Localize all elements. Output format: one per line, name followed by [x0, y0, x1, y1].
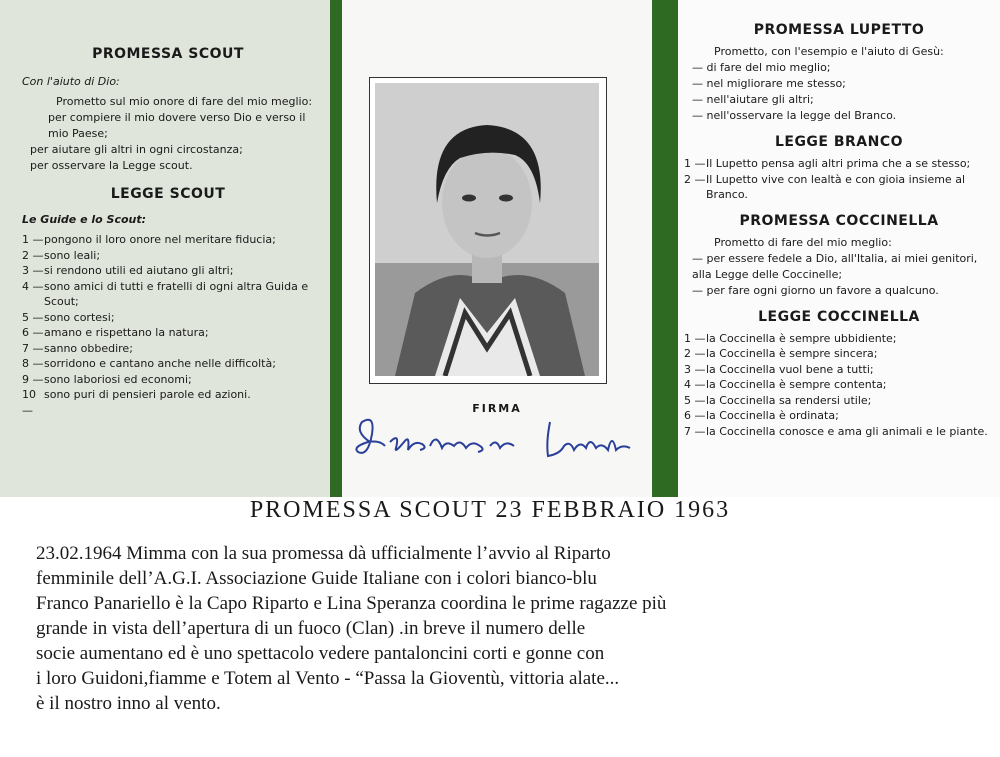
item-text: amano e rispettano la natura; [44, 326, 209, 339]
item-text: la Coccinella è ordinata; [706, 409, 839, 422]
ladybird-promise-intro: Prometto di fare del mio meglio: [714, 235, 892, 249]
item-text: la Coccinella è sempre sincera; [706, 347, 878, 360]
scout-law-item [22, 387, 314, 418]
handwritten-signature [350, 412, 640, 472]
item-text: sono laboriosi ed economi; [44, 372, 192, 386]
item-number: 1 — [684, 157, 706, 170]
item-text: si rendono utili ed aiutano gli altri; [44, 264, 234, 277]
story-line: i loro Guidoni,fiamme e Totem al Vento - “Passa la Gioventù, vittoria alate... [36, 668, 620, 689]
promise-line: per osservare la Legge scout. [30, 159, 193, 172]
item-text: Il Lupetto vive con lealtà e con gioia insieme al Branco. [706, 172, 965, 201]
ladybird-law-item [684, 362, 994, 378]
item-number: 7 — [22, 341, 44, 355]
item-text: Il Lupetto pensa agli altri prima che a se stesso; [706, 157, 971, 170]
ladybird-law-item [684, 408, 994, 424]
ladybird-promise-item: — per fare ogni giorno un favore a qualcuno. [692, 283, 939, 297]
item-text: sanno obbedire; [44, 341, 133, 355]
item-text: pongono il loro onore nel meritare fiducia; [44, 233, 276, 246]
item-text: la Coccinella è sempre ubbidiente; [706, 331, 897, 345]
item-text: sono cortesi; [44, 310, 115, 324]
ladybird-law-item [684, 377, 994, 393]
item-text: sono puri di pensieri parole ed azioni. [44, 388, 251, 401]
portrait-illustration [375, 83, 599, 376]
green-border [652, 0, 678, 497]
cub-promise-item: — nell'aiutare gli altri; [692, 93, 814, 106]
story-line: Franco Panariello è la Capo Riparto e Lina Speranza coordina le prime ragazze più [36, 593, 667, 614]
item-number: 8 — [22, 357, 44, 370]
scout-promise-card [0, 0, 330, 497]
promise-line: per compiere il mio dovere verso Dio e verso il mio Paese; [48, 111, 306, 140]
main-heading: PROMESSA SCOUT 23 FEBBRAIO 1963 [249, 497, 731, 523]
scout-law-item [22, 341, 314, 357]
pack-law-title: LEGGE BRANCO [774, 134, 904, 150]
item-number: 6 — [684, 409, 706, 422]
scout-law-item [22, 263, 314, 279]
item-number: 5 — [684, 393, 706, 407]
scout-law-item [22, 232, 314, 248]
scout-law-item [22, 310, 314, 326]
green-border [330, 0, 342, 497]
scout-law-intro: Le Guide e lo Scout: [22, 213, 147, 226]
scout-law-item [22, 356, 314, 372]
ladybird-law-item [684, 346, 994, 362]
promise-line: per aiutare gli altri in ogni circostanza; [30, 143, 243, 156]
cub-promise-item: — nel migliorare me stesso; [692, 77, 846, 90]
story-line: socie aumentano ed è uno spettacolo vedere pantaloncini corti e gonne con [36, 643, 605, 664]
ladybird-promise-item: — per essere fedele a Dio, all'Italia, ai miei genitori, alla Legge delle Coccinelle; [692, 251, 978, 281]
scout-law-item [22, 325, 314, 341]
item-number: 10 — [22, 388, 36, 417]
item-number: 3 — [684, 362, 706, 376]
item-text: la Coccinella è sempre contenta; [706, 378, 887, 391]
item-number: 2 — [22, 248, 44, 262]
cub-promise-intro: Prometto, con l'esempio e l'aiuto di Gesù: [714, 45, 944, 58]
item-text: sorridono e cantano anche nelle difficoltà; [44, 357, 276, 370]
scout-law-title: LEGGE SCOUT [110, 186, 226, 202]
item-number: 2 — [684, 172, 706, 186]
item-number: 3 — [22, 264, 44, 277]
story-line: femminile dell’A.G.I. Associazione Guide Italiane con i colori bianco-blu [36, 568, 597, 589]
item-text: la Coccinella sa rendersi utile; [706, 393, 872, 407]
item-text: la Coccinella vuol bene a tutti; [706, 362, 874, 376]
ladybird-law-title: LEGGE COCCINELLA [758, 308, 920, 325]
item-text: sono leali; [44, 248, 101, 262]
pack-law-item [684, 156, 994, 172]
ladybird-law-item [684, 393, 994, 409]
story-line: 23.02.1964 Mimma con la sua promessa dà ufficialmente l’avvio al Riparto [36, 543, 611, 564]
item-number: 2 — [684, 347, 706, 360]
item-text: la Coccinella conosce e ama gli animali e le piante. [706, 424, 988, 438]
scout-law-item [22, 248, 314, 264]
item-number: 4 — [22, 279, 44, 293]
item-text: sono amici di tutti e fratelli di ogni altra Guida e Scout; [44, 279, 309, 308]
ladybird-promise-title: PROMESSA COCCINELLA [739, 212, 939, 229]
ladybird-law-item [684, 331, 994, 347]
cub-promise-title: PROMESSA LUPETTO [753, 22, 925, 38]
item-number: 1 — [684, 331, 706, 345]
item-number: 7 — [684, 424, 706, 438]
cub-promise-item: — di fare del mio meglio; [692, 61, 831, 74]
cub-ladybird-card [678, 0, 1000, 497]
item-number: 4 — [684, 378, 706, 391]
pack-law-item [684, 172, 994, 203]
item-number: 1 — [22, 233, 44, 246]
cub-promise-item: — nell'osservare la legge del Branco. [692, 109, 897, 122]
story-line: grande in vista dell’apertura di un fuoco (Clan) .in breve il numero delle [36, 618, 586, 639]
ladybird-law-item [684, 424, 994, 440]
scout-law-item [22, 372, 314, 388]
scout-promise-title: PROMESSA SCOUT [92, 46, 244, 62]
item-number: 9 — [22, 372, 44, 386]
portrait-frame [369, 77, 607, 384]
item-number: 6 — [22, 326, 44, 339]
scout-law-item [22, 279, 314, 310]
item-number: 5 — [22, 310, 44, 324]
signature-label: FIRMA [472, 402, 522, 415]
story-text [36, 541, 996, 716]
promise-line: Prometto sul mio onore di fare del mio meglio: [56, 95, 313, 108]
story-line: è il nostro inno al vento. [36, 693, 221, 714]
scout-promise-intro: Con l'aiuto di Dio: [22, 75, 120, 88]
portrait-photo [375, 83, 599, 376]
